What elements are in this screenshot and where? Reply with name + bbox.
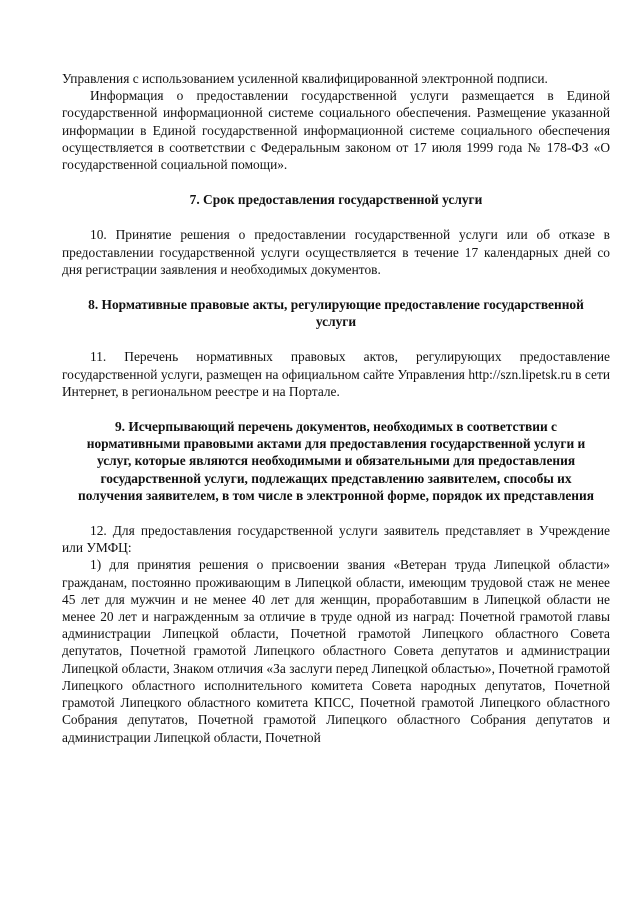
paragraph-continuation: Управления с использованием усиленной квалифицированной электронной подписи. — [62, 71, 548, 86]
paragraph-info: Информация о предоставлении государственной услуги размещается в Единой государственной информационной системе социального обеспечения. Размещение указанной информации в Единой государственной информационной системе социального обеспечения осуществляется в соответствии с Федеральным законом от 17 июля 1999 года № 178-ФЗ «О государственной социальной помощи». — [62, 88, 610, 173]
section-7-heading: 7. Срок предоставления государственной услуги — [189, 192, 483, 208]
section-9-heading: 9. Исчерпывающий перечень документов, необходимых в соответствии с нормативными правовыми актами для предоставления государственной услуги и услуг, которые являются необходимыми и обязательными для предоставления государственной услуги, подлежащих представлению заявителем, способы их получения заявителем, в том числе в электронной форме, порядок их представления — [78, 419, 594, 503]
paragraph-11: 11. Перечень нормативных правовых актов, регулирующих предоставление государственной услуги, размещен на официальном сайте Управления http://szn.lipetsk.ru в сети Интернет, в региональном реестре и на Портале. — [62, 349, 610, 399]
document-page — [62, 70, 610, 746]
paragraph-12: 12. Для предоставления государственной услуги заявитель представляет в Учреждение или УМФЦ: — [62, 523, 610, 556]
section-8-heading: 8. Нормативные правовые акты, регулирующие предоставление государственной услуги — [88, 297, 584, 330]
paragraph-10: 10. Принятие решения о предоставлении государственной услуги или об отказе в предоставлении государственной услуги осуществляется в течение 17 календарных дней со дня регистрации заявления и необходимых документов. — [62, 227, 610, 277]
paragraph-12-item-1: 1) для принятия решения о присвоении звания «Ветеран труда Липецкой области» гражданам, постоянно проживающим в Липецкой области, имеющим трудовой стаж не менее 45 лет для мужчин и не менее 40 лет для женщин, проработавшим в Липецкой области не менее 20 лет и награжденным за отличие в труде одной из наград: Почетной грамотой главы администрации Липецкой области, Почетной грамотой Липецкого областного Совета депутатов, Почетной грамотой Липецкого областного Совета депутатов и администрации Липецкой области, Знаком отличия «За заслуги перед Липецкой областью», Почетной грамотой Липецкого областного исполнительного комитета Совета народных депутатов, Почетной грамотой Липецкого областного комитета КПСС, Почетной грамотой Липецкого областного Собрания депутатов, Почетной грамотой Липецкого областного Собрания депутатов и администрации Липецкой области, Почетной — [62, 557, 610, 745]
